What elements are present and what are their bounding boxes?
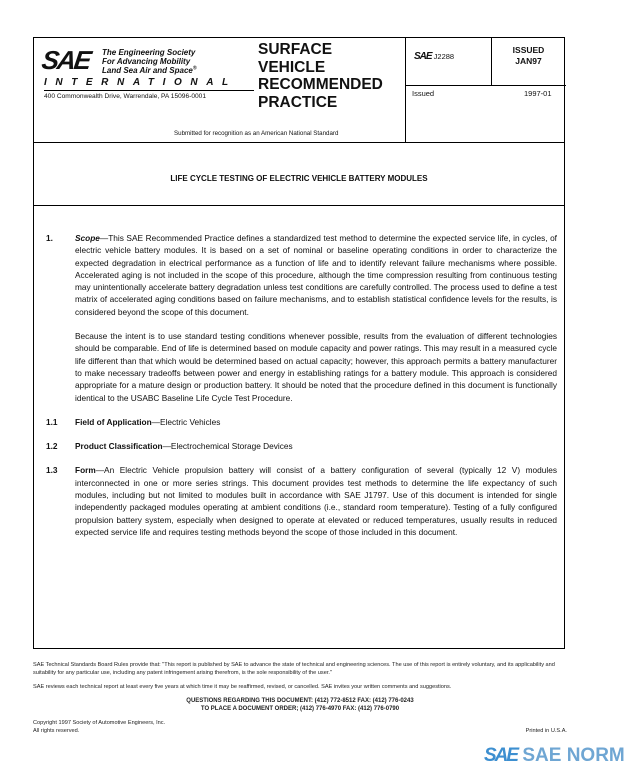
- section-1-paragraph-2: [34, 330, 564, 404]
- document-type: [258, 41, 383, 111]
- divider: [405, 85, 566, 86]
- tagline-line-1: The Engineering Society: [102, 48, 196, 57]
- tagline-line-2: For Advancing Mobility: [102, 57, 191, 66]
- section-1-2: [34, 440, 564, 452]
- footer-bottom-row: [33, 727, 567, 735]
- section-heading: Product Classification: [75, 441, 163, 452]
- document-number: [414, 51, 454, 62]
- section-1-3: [34, 464, 564, 538]
- section-number: 1.2: [46, 441, 58, 452]
- title-block: [34, 142, 564, 206]
- document-body: [34, 232, 564, 550]
- international-label: INTERNATIONAL: [44, 77, 237, 88]
- status-line: ISSUED: [512, 45, 545, 55]
- issued-label: Issued: [412, 89, 435, 98]
- section-number: 1.1: [46, 416, 58, 427]
- header-block: [34, 38, 564, 143]
- registered-mark: ®: [192, 65, 197, 72]
- footer-printed: Printed in U.S.A.: [525, 728, 567, 734]
- doc-type-line: VEHICLE: [258, 58, 326, 76]
- section-heading: Scope: [75, 233, 100, 243]
- section-text: [75, 464, 557, 538]
- section-text: [75, 416, 557, 428]
- footer-questions: QUESTIONS REGARDING THIS DOCUMENT: (412) 772-8512 FAX: (412) 776-0243: [186, 698, 414, 704]
- submitted-note: Submitted for recognition as an American National Standard: [174, 130, 339, 137]
- footer: [33, 661, 567, 735]
- section-1: [34, 232, 564, 318]
- section-1-1: [34, 416, 564, 428]
- section-heading: Form: [75, 465, 96, 476]
- footer-review: SAE reviews each technical report at least every five years at which time it may be reaffirmed, revised, or cancelled. SAE invites your written comments and suggestions.: [33, 684, 452, 690]
- section-body: —Electrochemical Storage Devices: [162, 441, 293, 452]
- logo-underline: [44, 90, 254, 91]
- status-badge: [491, 45, 566, 67]
- watermark-mark: SAE: [484, 745, 518, 766]
- watermark-text: SAE NORM: [522, 745, 625, 766]
- footer-rights: All rights reserved.: [33, 728, 80, 734]
- document-title: LIFE CYCLE TESTING OF ELECTRIC VEHICLE BATTERY MODULES: [170, 174, 428, 183]
- watermark-logo: [484, 745, 625, 767]
- doc-number-text: J2288: [433, 52, 455, 61]
- section-body: Because the intent is to use standard testing conditions whenever possible, results from the evaluation of different technologies should be comparable. End of life is determined based on module capacity and power ratings. This may result in a measured cycle life different than that which would be determined based on actual capacity; however, this approach permits a battery manufacturer to make necessary tradeoffs between power and energy in establishing ratings for a battery module. This approach is considered appropriate for a mature design or production battery. It should be noted that the procedure defined in this document is functionally identical to the USABC Baseline Life Cycle Test Procedure.: [75, 331, 557, 403]
- section-text: [75, 440, 557, 452]
- issued-date: 1997-01: [524, 89, 552, 98]
- footer-copyright: Copyright 1997 Society of Automotive Engineers, Inc.: [33, 720, 166, 726]
- section-body: —Electric Vehicles: [151, 416, 221, 427]
- tagline-text: Land Sea Air and Space: [102, 66, 193, 75]
- tagline-line-3: [102, 66, 197, 75]
- status-line: JAN97: [515, 56, 542, 66]
- doc-type-line: SURFACE: [258, 41, 333, 58]
- section-heading: Field of Application: [75, 416, 152, 427]
- document-frame: [33, 37, 565, 649]
- section-body: —This SAE Recommended Practice defines a standardized test method to determine the expected service life, in cycles, of electric vehicle battery modules. It is based on a set of nominal or baseline operating conditions in order to characterize the expected degradation in electrical performance as a function of life and to identify relevant failure mechanisms where possible. Accelerated aging is not included in the scope of this procedure, although the time compression resulting from continuous testing may unintentionally accelerate battery degradation unless test conditions are carefully controlled. The process used to define a test matrix of accelerated aging conditions based on failure mechanisms, and to establish statistical confidence levels for the results, is considered beyond the scope of this document.: [75, 233, 557, 317]
- doc-type-line: RECOMMENDED: [258, 76, 383, 93]
- address: 400 Commonwealth Drive, Warrendale, PA 15096-0001: [44, 93, 206, 100]
- sae-small-logo: SAE: [414, 51, 432, 62]
- divider: [405, 38, 406, 142]
- section-number: 1.: [46, 233, 53, 243]
- section-number: 1.3: [46, 465, 58, 476]
- sae-logo-mark: SAE: [39, 45, 92, 75]
- section-body: —An Electric Vehicle propulsion battery will consist of a battery configuration of several (typically 12 V) modules interconnected in one or more series strings. This document provides test methods to determine the life expectancy of such modules, including but not limited to modules built in accordance with SAE J1797. Use of this document is intended for single independently packaged modules operating at ambient conditions (i.e., standard room temperature). Testing of a fully configured propulsion battery system, especially when designed to operate at elevated or reduced temperatures, usually results in reduced expected service life and requires testing methods beyond the scope of those included in this document.: [75, 465, 557, 537]
- footer-rules: SAE Technical Standards Board Rules provide that: "This report is published by SAE to advance the state of technical and engineering sciences. The use of this report is entirely voluntary, and its applicability and suitability for any particular use, including any patent infringement arising therefrom, is the sole responsibility of the user.": [33, 662, 555, 676]
- doc-type-line: PRACTICE: [258, 93, 338, 111]
- section-text: [75, 232, 557, 318]
- footer-order: TO PLACE A DOCUMENT ORDER; (412) 776-4970 FAX: (412) 776-0790: [200, 706, 400, 712]
